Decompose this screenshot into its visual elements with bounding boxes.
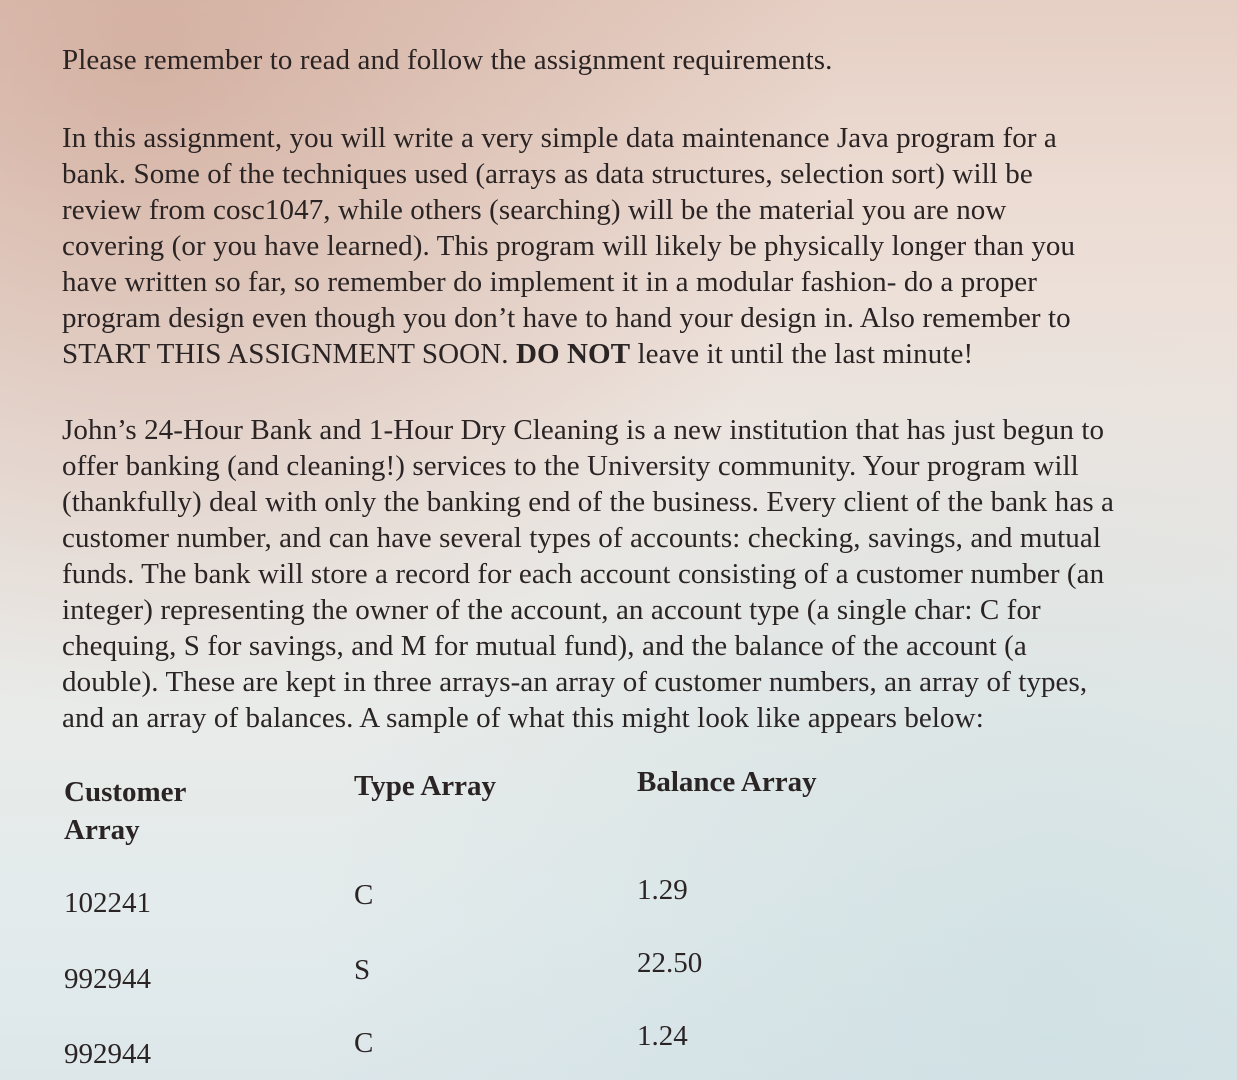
- customer-cell: 102241: [64, 887, 151, 919]
- type-array-header: Type Array: [354, 770, 497, 802]
- paragraph-1-line: In this assignment, you will write a very simple data maintenance Java program for a: [62, 122, 1057, 154]
- type-cell: S: [354, 954, 371, 986]
- paragraph-1-line: program design even though you don’t have to hand your design in. Also remember to: [62, 302, 1071, 334]
- customer-array-column: [64, 773, 187, 1070]
- customer-cell: 992944: [64, 963, 151, 995]
- balance-cell: 22.50: [637, 947, 703, 979]
- balance-array-header: Balance Array: [637, 766, 817, 798]
- paragraph-2-line: and an array of balances. A sample of what this might look like appears below:: [62, 702, 984, 734]
- balance-array-column: [637, 763, 817, 1052]
- intro-line: Please remember to read and follow the assignment requirements.: [62, 44, 833, 76]
- last-line-end: leave it until the last minute!: [630, 338, 974, 370]
- paragraph-2-line: funds. The bank will store a record for each account consisting of a customer number (an: [62, 558, 1105, 590]
- balance-cell: 1.24: [637, 1020, 688, 1052]
- paragraph-2-line: (thankfully) deal with only the banking end of the business. Every client of the bank has a: [62, 486, 1115, 518]
- paragraph-1-line: have written so far, so remember do implement it in a modular fashion- do a proper: [62, 266, 1038, 298]
- type-array-column: [354, 767, 497, 1059]
- paragraph-2: [62, 412, 1212, 736]
- customer-array-header: Customer Array: [64, 776, 187, 846]
- customer-cell: 992944: [64, 1038, 151, 1070]
- last-line-start: START THIS ASSIGNMENT SOON.: [62, 338, 516, 370]
- sample-arrays-table: [62, 765, 1162, 1075]
- paragraph-2-line: customer number, and can have several types of accounts: checking, savings, and mutual: [62, 522, 1102, 554]
- type-cell: C: [354, 1027, 374, 1059]
- balance-cell: 1.29: [637, 874, 688, 906]
- type-cell: C: [354, 879, 374, 911]
- assignment-document: [62, 42, 1212, 776]
- paragraph-2-line: double). These are kept in three arrays-an array of customer numbers, an array of types,: [62, 666, 1088, 698]
- paragraph-2-line: chequing, S for savings, and M for mutual fund), and the balance of the account (a: [62, 630, 1027, 662]
- paragraph-1-line: bank. Some of the techniques used (arrays as data structures, selection sort) will be: [62, 158, 1033, 190]
- paragraph-1: [62, 120, 1212, 372]
- paragraph-2-line: integer) representing the owner of the account, an account type (a single char: C for: [62, 594, 1041, 626]
- paragraph-2-line: John’s 24-Hour Bank and 1-Hour Dry Cleaning is a new institution that has just begun to: [62, 414, 1105, 446]
- paragraph-1-last-line: [62, 336, 1212, 372]
- paragraph-1-line: covering (or you have learned). This program will likely be physically longer than you: [62, 230, 1076, 262]
- paragraph-2-line: offer banking (and cleaning!) services to the University community. Your program will: [62, 450, 1079, 482]
- paragraph-1-line: review from cosc1047, while others (searching) will be the material you are now: [62, 194, 1007, 226]
- do-not-emphasis: DO NOT: [515, 338, 631, 370]
